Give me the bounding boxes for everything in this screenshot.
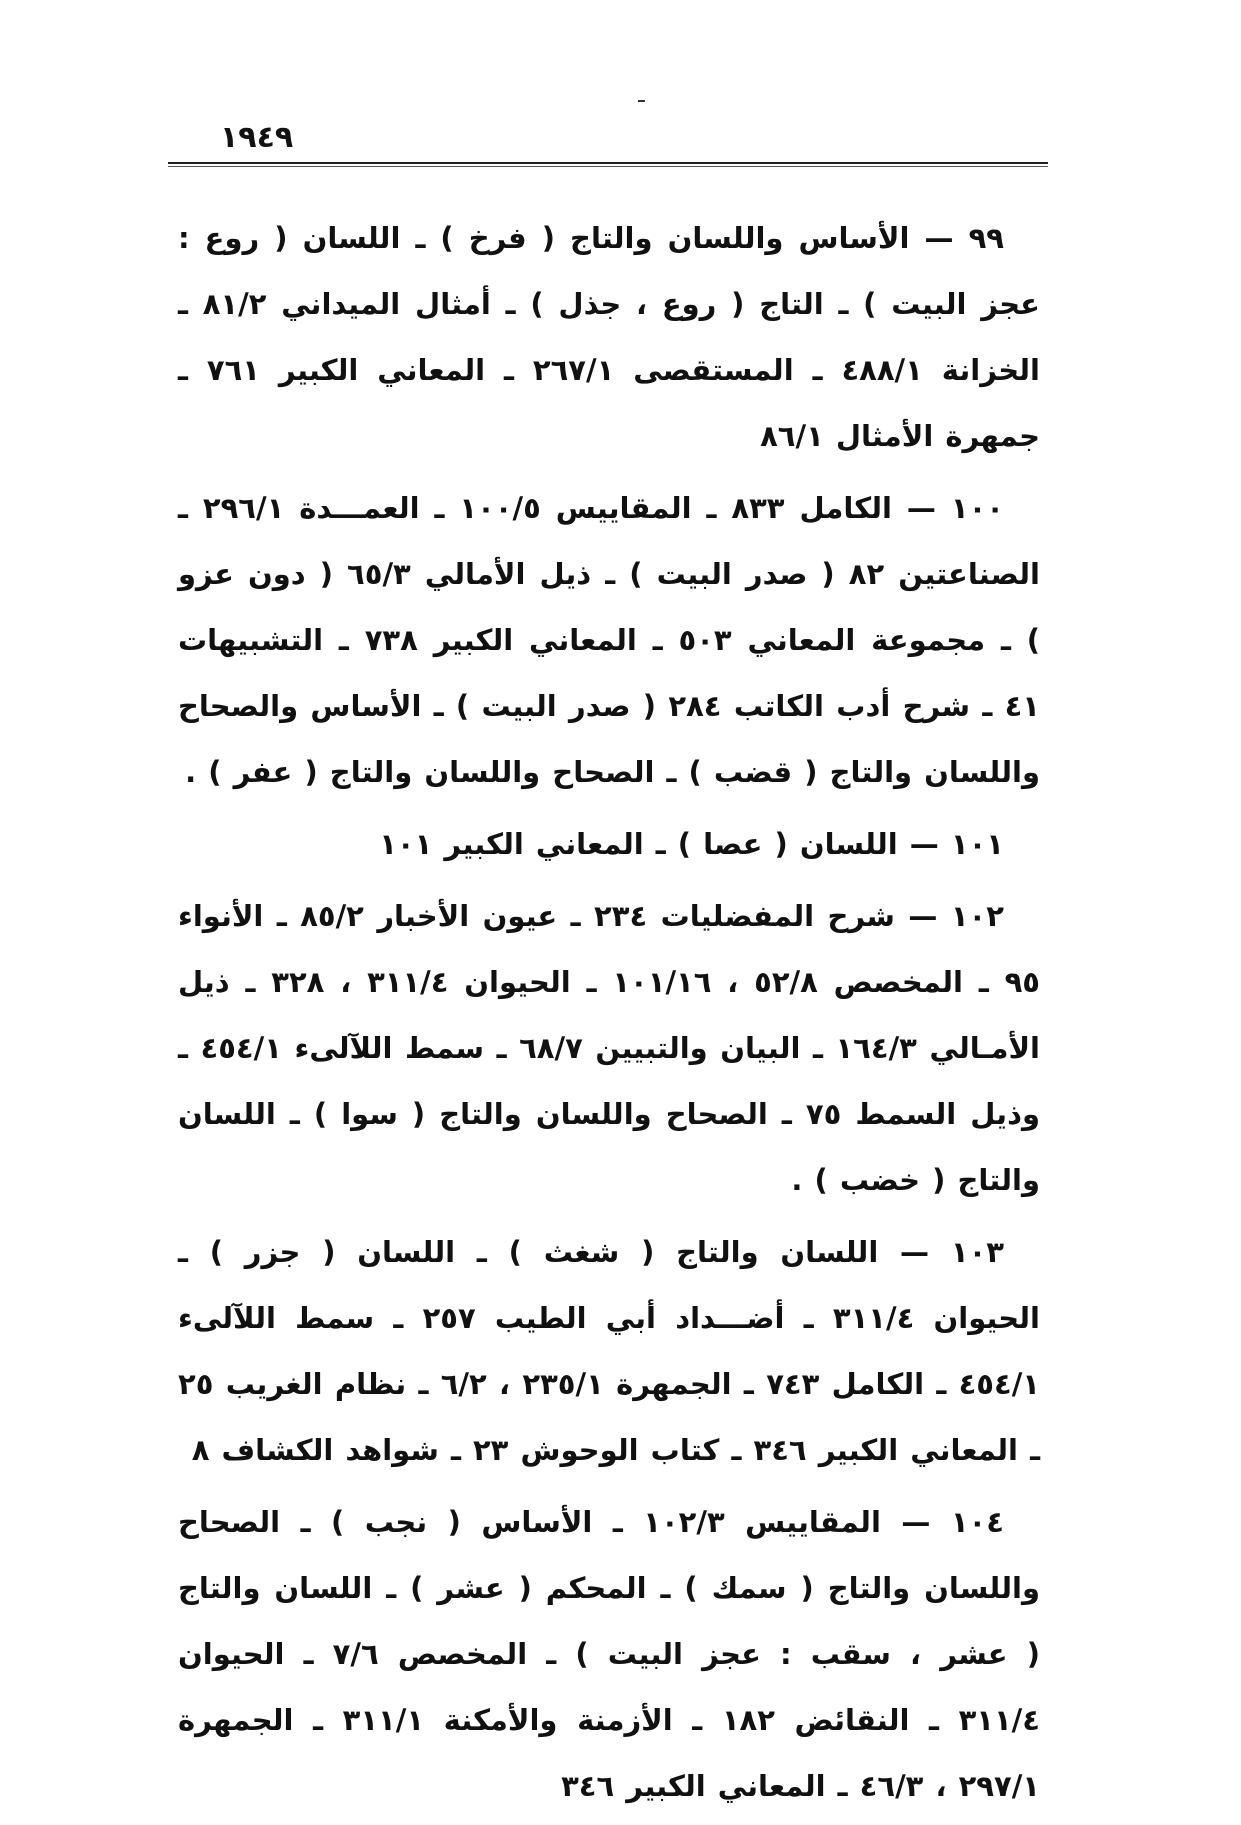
reference-entry bbox=[178, 883, 1040, 1213]
page-number: ١٩٤٩ bbox=[220, 120, 294, 155]
entry-text: — شرح المفضليات ٢٣٤ ـ عيون الأخبار ٨٥/٢ ـ الأنواء ٩٥ ـ المخصص ٥٢/٨ ، ١٠١/١٦ ـ الحيوان ٣١١/٤ ، ٣٢٨ ـ ذيل الأمـالي ١٦٤/٣ ـ البيان والتبيين ٦٨/٧ ـ سمط اللآلىء ٤٥٤/١ ـ وذيل السمط ٧٥ ـ الصحاح واللسان والتاج ( سوا ) ـ اللسان والتاج ( خضب ) . bbox=[178, 899, 1040, 1197]
reference-entry bbox=[178, 1219, 1040, 1483]
entry-text: — اللسان والتاج ( شغث ) ـ اللسان ( جزر ) ـ الحيوان ٣١١/٤ ـ أضـــداد أبي الطيب ٢٥٧ ـ سمط اللآلىء ٤٥٤/١ ـ الكامل ٧٤٣ ـ الجمهرة ٢٣٥/١ ، ٦/٢ ـ نظام الغريب ٢٥ ـ المعاني الكبير ٣٤٦ ـ كتاب الوحوش ٢٣ ـ شواهد الكشاف ٨ bbox=[178, 1235, 1041, 1467]
header-rule bbox=[168, 162, 1048, 167]
entry-text: — اللسان ( عصا ) ـ المعاني الكبير ١٠١ bbox=[379, 827, 939, 861]
references-list bbox=[178, 205, 1040, 1825]
entry-number: ١٠١ bbox=[950, 827, 1004, 861]
entry-text: — المقاييس ١٠٢/٣ ـ الأساس ( نجب ) ـ الصحاح واللسان والتاج ( سمك ) ـ المحكم ( عشر ) ـ اللسان والتاج ( عشر ، سقب : عجز البيت ) ـ المخصص ٧/٦ ـ الحيوان ٣١١/٤ ـ النقائض ١٨٢ ـ الأزمنة والأمكنة ٣١١/١ ـ الجمهرة ٢٩٧/١ ، ٤٦/٣ ـ المعاني الكبير ٣٤٦ bbox=[178, 1505, 1040, 1803]
ink-speck bbox=[638, 100, 645, 102]
entry-number: ١٠٢ bbox=[950, 899, 1004, 933]
entry-text: — الكامل ٨٣٣ ـ المقاييس ١٠٠/٥ ـ العمـــدة ٢٩٦/١ ـ الصناعتين ٨٢ ( صدر البيت ) ـ ذيل الأمالي ٦٥/٣ ( دون عزو ) ـ مجموعة المعاني ٥٠٣ ـ المعاني الكبير ٧٣٨ ـ التشبيهات ٤١ ـ شرح أدب الكاتب ٢٨٤ ( صدر البيت ) ـ الأساس والصحاح واللسان والتاج ( قضب ) ـ الصحاح واللسان والتاج ( عفر ) . bbox=[178, 491, 1041, 789]
entry-number: ١٠٠ bbox=[950, 491, 1004, 525]
reference-entry bbox=[178, 1489, 1040, 1819]
reference-entry bbox=[178, 811, 1040, 877]
reference-entry bbox=[178, 205, 1040, 469]
reference-entry bbox=[178, 475, 1040, 805]
entry-text: — الأساس واللسان والتاج ( فرخ ) ـ اللسان ( روع : عجز البيت ) ـ التاج ( روع ، جذل ) ـ أمثال الميداني ٨١/٢ ـ الخزانة ٤٨٨/١ ـ المستقصى ٢٦٧/١ ـ المعاني الكبير ٧٦١ ـ جمهرة الأمثال ٨٦/١ bbox=[178, 221, 1040, 453]
page-header bbox=[168, 116, 1048, 166]
entry-number: ١٠٣ bbox=[950, 1235, 1004, 1269]
entry-number: ١٠٤ bbox=[950, 1505, 1004, 1539]
entry-number: ٩٩ bbox=[968, 221, 1004, 255]
